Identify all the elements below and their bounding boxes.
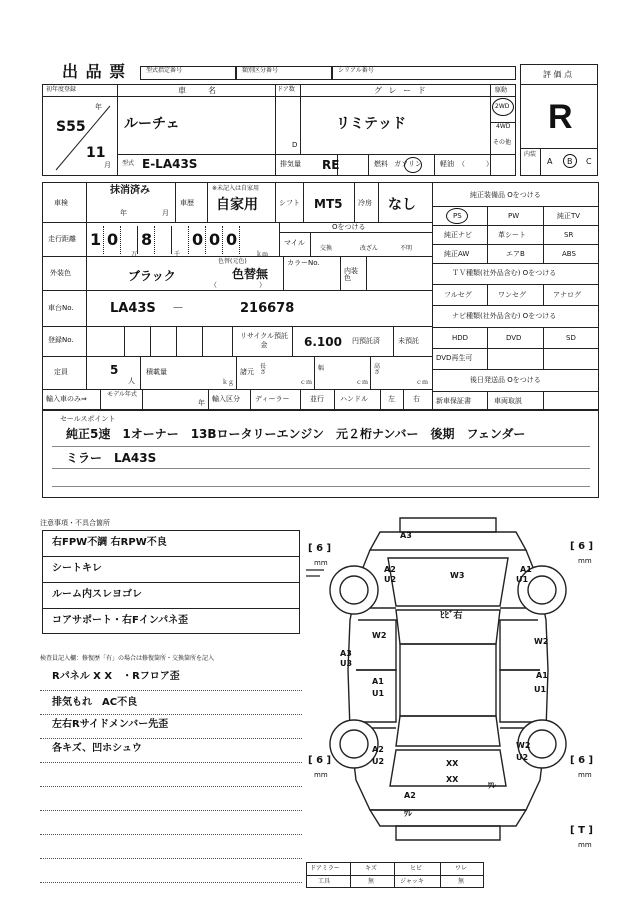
right-rear-door (500, 670, 540, 722)
model-label: 型式 (122, 160, 135, 167)
inspector-item: 排気もれ AC不良 (52, 697, 138, 708)
later-manual: 車両取説 (494, 397, 522, 405)
tv-fullseg: フルセグ (444, 291, 472, 299)
right-handle: 右 (413, 395, 420, 403)
roof (400, 644, 496, 716)
equip-ps: PS (453, 212, 462, 220)
mark-u1-fr: U1 (516, 575, 529, 584)
car-name-label: 車 名 (178, 86, 218, 95)
note-item: シートキレ (52, 563, 102, 574)
chassis-dash: － (172, 301, 185, 315)
car-diagram (300, 510, 600, 850)
equip-aw: 純正AW (444, 250, 470, 258)
mileage-digit: 0 (209, 230, 221, 249)
shift-label: シフト (279, 199, 300, 207)
equip-leather: 革シート (498, 231, 526, 239)
fuel-gasoline: ガソリン (394, 160, 422, 168)
model-year-unit: 年 (198, 399, 205, 407)
mark-instruction: Oをつける (332, 223, 366, 231)
recycle-value: 6.100 (304, 335, 342, 349)
interior-grade-b-circle (563, 154, 577, 168)
rear-window (396, 716, 500, 746)
usage-note: ※未記入は自家用 (212, 185, 260, 192)
shaken-year-unit: 年 (120, 209, 127, 217)
mark-a2-rl: A2 (372, 745, 384, 754)
displacement-value: RE (322, 158, 340, 172)
mileage-digit: 0 (192, 230, 204, 249)
fuel-diesel: 軽油 (440, 160, 454, 168)
mileage-digit: 0 (226, 230, 238, 249)
tire-rl-unit: mm (314, 771, 328, 779)
mark-a3-front: A3 (400, 531, 412, 540)
mark-u2-rl: U2 (372, 757, 385, 766)
type-class-label: 類別区分番号 (242, 67, 279, 74)
length-cm: ｃｍ (300, 379, 313, 386)
rear-panel (370, 810, 526, 826)
usage-label: 車歴 (180, 199, 194, 207)
front-panel (370, 532, 526, 550)
model-value: E-LA43S (142, 157, 198, 171)
tv-title: ＴＶ種類(社外品含む) Oをつける (452, 269, 557, 277)
handle-label: ハンドル (340, 395, 368, 403)
tv-analog: アナログ (553, 291, 581, 299)
interior-grade-c: C (586, 157, 592, 166)
fuel-paren: （ ） (458, 160, 493, 168)
legend-value: ジャッキ (400, 878, 424, 885)
drive-2wd: 2WD (495, 103, 510, 110)
drive-other: その他 (493, 139, 512, 146)
first-reg-label: 初年度登録 (46, 86, 77, 93)
equipment-title: 純正装備品 Oをつける (470, 191, 541, 199)
interior-grade-a: A (547, 157, 553, 166)
chassis-number: 216678 (240, 301, 295, 316)
interior-grade-b: B (567, 157, 573, 166)
dims-label: 諸元 (240, 368, 254, 376)
height-label: 高さ (374, 363, 381, 376)
month-unit: 月 (104, 161, 111, 169)
tire-fl-depth: [ 6 ] (308, 543, 332, 554)
unit-man: 万 (131, 251, 138, 258)
equip-airbag: エアB (506, 250, 525, 258)
meter-changed: 改ざん (360, 245, 379, 252)
shaken-value: 抹消済み (110, 185, 150, 196)
front-bumper (400, 518, 496, 532)
navi-hdd: HDD (452, 334, 469, 342)
mileage-digit: 1 (90, 230, 102, 249)
navi-title: ナビ種類(社外品含む) Oをつける (452, 312, 557, 320)
spare-tire-unit: mm (578, 841, 592, 849)
displacement-label: 排気量 (280, 160, 301, 168)
recycle-not: 未預託 (398, 337, 419, 345)
drive-2wd-circle (492, 98, 514, 116)
legend-value: 無 (368, 878, 375, 885)
ac-label: 冷房 (358, 199, 372, 207)
tire-fr-unit: mm (578, 557, 592, 565)
width-label: 幅 (318, 365, 325, 372)
mile-label: マイル (284, 239, 305, 247)
legend-header: ヒビ (410, 865, 423, 872)
recycle-unit: 円預託済 (352, 337, 380, 345)
serial-label: シリアル番号 (338, 67, 374, 74)
inspector-label: 検査員記入欄：修復歴「有」の場合は修復箇所・交換箇所を記入 (40, 655, 215, 662)
hood (388, 558, 508, 606)
mark-a1-ldoor: A1 (372, 677, 384, 686)
mark-wa-rear: ﾜﾚ (488, 781, 496, 790)
mark-a1-rdoor: A1 (536, 671, 548, 680)
year-unit: 年 (95, 103, 102, 111)
interior-color-label: 内装色 (344, 267, 358, 282)
import-class-label: 輸入区分 (212, 395, 240, 403)
color-value: ブラック (128, 269, 176, 283)
note-item: ルーム内スレヨゴレ (52, 589, 142, 600)
grade-value: リミテッド (336, 116, 406, 132)
evaluation-label: 評 価 点 (543, 70, 573, 79)
ac-value: なし (388, 197, 416, 213)
color-change-paren: （ ） (210, 281, 266, 289)
sheet-title: 出 品 票 (62, 62, 127, 81)
drive-label: 駆動 (495, 87, 508, 94)
equip-ps-circle (446, 208, 468, 224)
tire-rr-depth: [ 6 ] (570, 755, 594, 766)
unit-sen: 千 (174, 251, 181, 258)
reg-no-label: 登録No. (48, 336, 74, 344)
sales-points-line2: ミラー LA43S (66, 451, 157, 465)
mark-w2-rr: W2 (516, 741, 531, 750)
height-cm: ｃｍ (416, 379, 429, 386)
mark-windshield: ﾋﾋﾞ右 (440, 611, 463, 621)
equip-tv: 純正TV (557, 212, 581, 220)
chassis-label: 車台No. (48, 304, 74, 312)
shaken-month-unit: 月 (162, 209, 169, 217)
load-unit: ｋｇ (222, 379, 235, 386)
equip-abs: ABS (562, 250, 576, 258)
left-front-door (356, 620, 396, 670)
evaluation-score: R (548, 98, 573, 136)
usage-value: 自家用 (216, 197, 258, 213)
mark-u2-rr: U2 (516, 753, 529, 762)
parallel: 並行 (310, 395, 324, 403)
grade-label: グ レ ー ド (374, 86, 428, 95)
mark-wa-bumper: ﾜﾚ (404, 809, 412, 818)
mark-a1-fr: A1 (520, 565, 532, 574)
mark-u3-left: U3 (340, 659, 353, 668)
shaken-label: 車検 (54, 199, 68, 207)
drive-4wd: 4WD (496, 123, 511, 130)
mark-u1-rdoor: U1 (534, 685, 547, 694)
rear-bumper (396, 826, 500, 840)
mileage-digit: 8 (141, 230, 153, 249)
spare-tire: [ T ] (570, 825, 593, 836)
legend-header: キズ (365, 865, 377, 872)
doors-unit: D (292, 141, 298, 149)
mark-a2-rear: A2 (404, 791, 416, 800)
mark-w2-right: W2 (534, 637, 549, 646)
mileage-digit: 0 (107, 230, 119, 249)
mark-xx-trunk: XX (446, 759, 459, 768)
navi-dvd: DVD (506, 334, 522, 342)
chassis-prefix: LA43S (110, 301, 156, 316)
sales-points-label: セールスポイント (60, 415, 116, 423)
model-year-label: モデル年式 (107, 391, 137, 398)
notes-label: 注意事項・不具合箇所 (40, 519, 110, 527)
equip-sr: SR (564, 231, 574, 239)
mark-w2-left: W2 (372, 631, 387, 640)
legend-value: 工具 (318, 878, 331, 885)
import-label: 輸入車のみ⇒ (46, 395, 87, 403)
length-label: 長さ (260, 363, 267, 376)
tire-rr-unit: mm (578, 771, 592, 779)
mark-xx-rear: XX (446, 775, 459, 784)
inspector-item: 左右Rサイドメンバー先歪 (52, 719, 169, 730)
capacity-value: 5 (110, 363, 119, 377)
note-item: 右FPW不調 右RPW不良 (52, 537, 167, 548)
left-handle: 左 (388, 395, 395, 403)
later-title: 後日発送品 Oをつける (470, 376, 541, 384)
meter-swap: 交換 (320, 245, 333, 252)
recycle-label: リサイクル預託金 (239, 332, 289, 349)
tv-oneseg: ワンセグ (498, 291, 526, 299)
color-label: 外装色 (50, 269, 71, 277)
navi-sd: SD (566, 334, 576, 342)
mark-a3-left: A3 (340, 649, 352, 658)
mileage-label: 走行距離 (48, 235, 76, 243)
interior-grade-label: 内装 (524, 151, 537, 158)
tire-rl-depth: [ 6 ] (308, 755, 332, 766)
inspector-item: 各キズ、凹ホシュウ (52, 743, 142, 754)
color-change-value: 色替無 (232, 267, 269, 281)
inspector-item: Rパネル X X ・Rフロア歪 (52, 671, 180, 682)
tire-fl-unit: mm (314, 559, 328, 567)
dvd-playback: DVD再生可 (436, 354, 473, 362)
note-item: コアサポート・右Fインパネ歪 (52, 615, 189, 626)
shift-value: MT5 (314, 197, 343, 211)
car-name: ルーチェ (124, 116, 180, 132)
load-label: 積載量 (146, 368, 167, 376)
color-change-label: 色替(元色) (218, 258, 247, 265)
unit-km: ｋｍ (256, 251, 269, 258)
mark-u2-fl: U2 (384, 575, 397, 584)
sales-points-line1: 純正5速 1オーナー 13Bロータリーエンジン 元２桁ナンバー 後期 フェンダー (66, 427, 526, 441)
legend-header: ドアミラー (310, 865, 340, 872)
equip-navi: 純正ナビ (444, 231, 472, 239)
mark-u1-ldoor: U1 (372, 689, 385, 698)
meter-unknown: 不明 (400, 245, 413, 252)
fuel-gasoline-circle (404, 157, 422, 173)
tire-fr-depth: [ 6 ] (570, 541, 594, 552)
mark-a2-fl: A2 (384, 565, 396, 574)
dealer: ディーラー (255, 395, 290, 403)
equip-pw: PW (508, 212, 520, 220)
era-year: S55 (56, 119, 86, 135)
doors-label: ドア数 (277, 86, 295, 93)
fuel-label: 燃料 (374, 160, 388, 168)
color-no-label: カラーNo. (287, 259, 320, 267)
capacity-unit: 人 (128, 377, 135, 385)
legend-header: ワレ (455, 865, 468, 872)
width-cm: ｃｍ (356, 379, 369, 386)
capacity-label: 定員 (54, 368, 68, 376)
model-cert-label: 型式指定番号 (146, 67, 183, 74)
later-warranty: 新車保証書 (436, 397, 471, 405)
reg-month: 11 (86, 145, 106, 161)
mark-w3-hood: W3 (450, 571, 465, 580)
legend-value: 無 (458, 878, 465, 885)
